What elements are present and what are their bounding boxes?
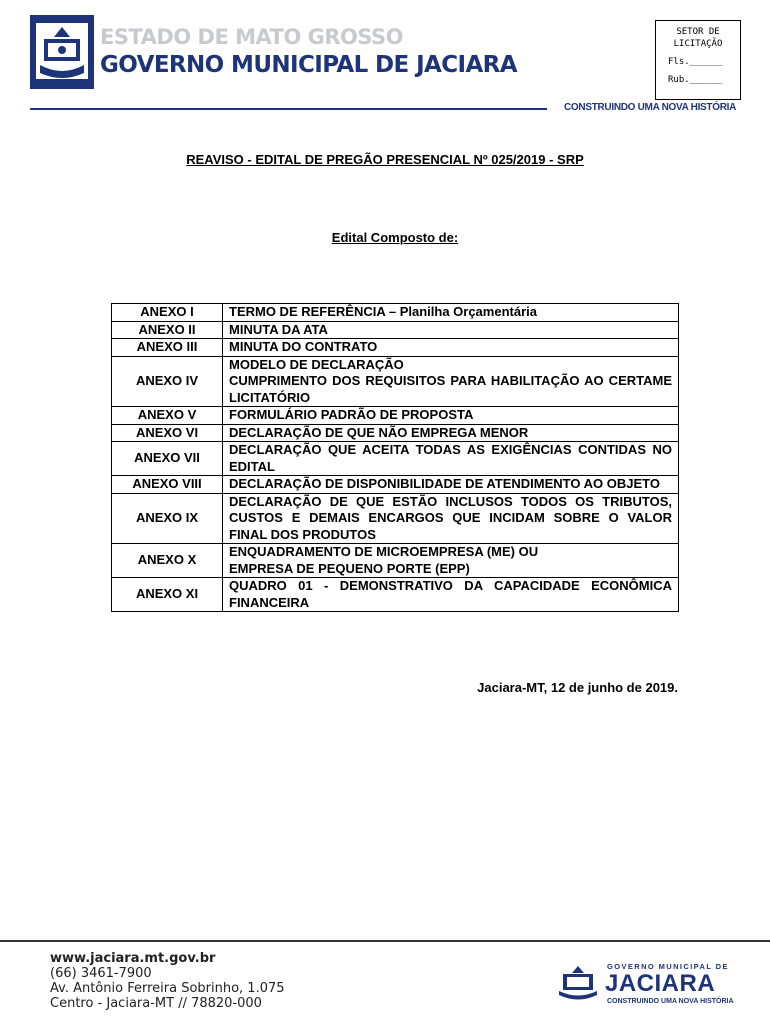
- annex-description: [223, 339, 679, 357]
- annex-description: [223, 407, 679, 425]
- document-subtitle: Edital Composto de:: [331, 230, 459, 245]
- footer-website: www.jaciara.mt.gov.br: [50, 951, 216, 966]
- footer-crest-icon: [557, 964, 599, 1000]
- annex-description: [223, 544, 679, 578]
- footer-logo-small-text: GOVERNO MUNICIPAL DE: [607, 962, 729, 971]
- header-state-name: ESTADO DE MATO GROSSO: [100, 25, 404, 49]
- annex-key: ANEXO XI: [112, 578, 223, 612]
- annex-key: ANEXO IX: [112, 493, 223, 544]
- annex-row: [112, 321, 679, 339]
- annex-key: ANEXO I: [112, 304, 223, 322]
- annex-key: ANEXO V: [112, 407, 223, 425]
- annex-description: [223, 476, 679, 494]
- annex-description-line: FORMULÁRIO PADRÃO DE PROPOSTA: [229, 407, 474, 422]
- annex-row: [112, 442, 679, 476]
- annex-description-line: MINUTA DA ATA: [229, 321, 328, 337]
- annex-description-line: CUMPRIMENTO DOS REQUISITOS PARA HABILITAÇÃO AO CERTAME LICITATÓRIO: [229, 373, 672, 405]
- annex-description-line: TERMO DE REFERÊNCIA – Planilha Orçamentária: [229, 304, 537, 319]
- annex-description-line: DECLARAÇÃO DE QUE NÃO EMPREGA MENOR: [229, 424, 529, 440]
- annex-description-line: EMPRESA DE PEQUENO PORTE (EPP): [229, 560, 470, 576]
- annex-row: [112, 304, 679, 322]
- annex-key: ANEXO X: [112, 544, 223, 578]
- annex-description-line: DECLARAÇÃO QUE ACEITA TODAS AS EXIGÊNCIAS CONTIDAS NO EDITAL: [229, 442, 672, 474]
- annex-description: [223, 356, 679, 407]
- footer-divider: [0, 940, 770, 942]
- annex-key: ANEXO II: [112, 321, 223, 339]
- annex-row: [112, 476, 679, 494]
- annex-description: [223, 493, 679, 544]
- annex-description: [223, 304, 679, 322]
- annex-row: [112, 544, 679, 578]
- header-divider: [30, 108, 547, 110]
- setor-fls-field: Fls.______: [668, 57, 723, 67]
- annex-row: [112, 493, 679, 544]
- setor-title-line2: LICITAÇÃO: [673, 39, 723, 49]
- annex-description: [223, 321, 679, 339]
- annex-description-line: MODELO DE DECLARAÇÃO: [229, 356, 404, 372]
- annex-key: ANEXO IV: [112, 356, 223, 407]
- municipal-crest-logo: [30, 15, 94, 89]
- footer-address: Av. Antônio Ferreira Sobrinho, 1.075: [50, 981, 285, 996]
- annex-row: [112, 578, 679, 612]
- annex-row: [112, 339, 679, 357]
- annex-key: ANEXO III: [112, 339, 223, 357]
- header-government-name: GOVERNO MUNICIPAL DE JACIARA: [100, 52, 517, 78]
- document-title: REAVISO - EDITAL DE PREGÃO PRESENCIAL Nº 025/2019 - SRP: [186, 152, 584, 167]
- annex-description-line: MINUTA DO CONTRATO: [229, 339, 378, 354]
- annex-row: [112, 356, 679, 407]
- annex-key: ANEXO VIII: [112, 476, 223, 494]
- annex-description: [223, 578, 679, 612]
- footer-logo-name: JACIARA: [605, 970, 716, 997]
- setor-title-line1: SETOR DE: [676, 27, 720, 37]
- setor-licitacao-box: [655, 20, 741, 100]
- annex-description-line: ENQUADRAMENTO DE MICROEMPRESA (ME) OU: [229, 544, 539, 559]
- closing-date-line: Jaciara-MT, 12 de junho de 2019.: [477, 680, 678, 695]
- annex-description-line: QUADRO 01 - DEMONSTRATIVO DA CAPACIDADE ECONÔMICA FINANCEIRA: [229, 578, 672, 610]
- setor-rub-field: Rub.______: [668, 75, 723, 85]
- annex-description: [223, 424, 679, 442]
- footer-logo-slogan: CONSTRUINDO UMA NOVA HISTÓRIA: [607, 998, 734, 1005]
- footer-contact: [50, 951, 285, 1011]
- annex-key: ANEXO VI: [112, 424, 223, 442]
- annex-table: [111, 303, 679, 612]
- footer-city: Centro - Jaciara-MT // 78820-000: [50, 996, 262, 1011]
- annex-key: ANEXO VII: [112, 442, 223, 476]
- annex-description-line: DECLARAÇÃO DE QUE ESTÃO INCLUSOS TODOS OS TRIBUTOS, CUSTOS E DEMAIS ENCARGOS QUE INCIDAM SOBRE O VALOR FINAL DOS PRODUTOS: [229, 493, 672, 542]
- footer-phone: (66) 3461-7900: [50, 966, 152, 981]
- header-slogan: CONSTRUINDO UMA NOVA HISTÓRIA: [564, 102, 737, 113]
- annex-description-line: DECLARAÇÃO DE DISPONIBILIDADE DE ATENDIMENTO AO OBJETO: [229, 476, 660, 491]
- annex-row: [112, 424, 679, 442]
- annex-row: [112, 407, 679, 425]
- annex-description: [223, 442, 679, 476]
